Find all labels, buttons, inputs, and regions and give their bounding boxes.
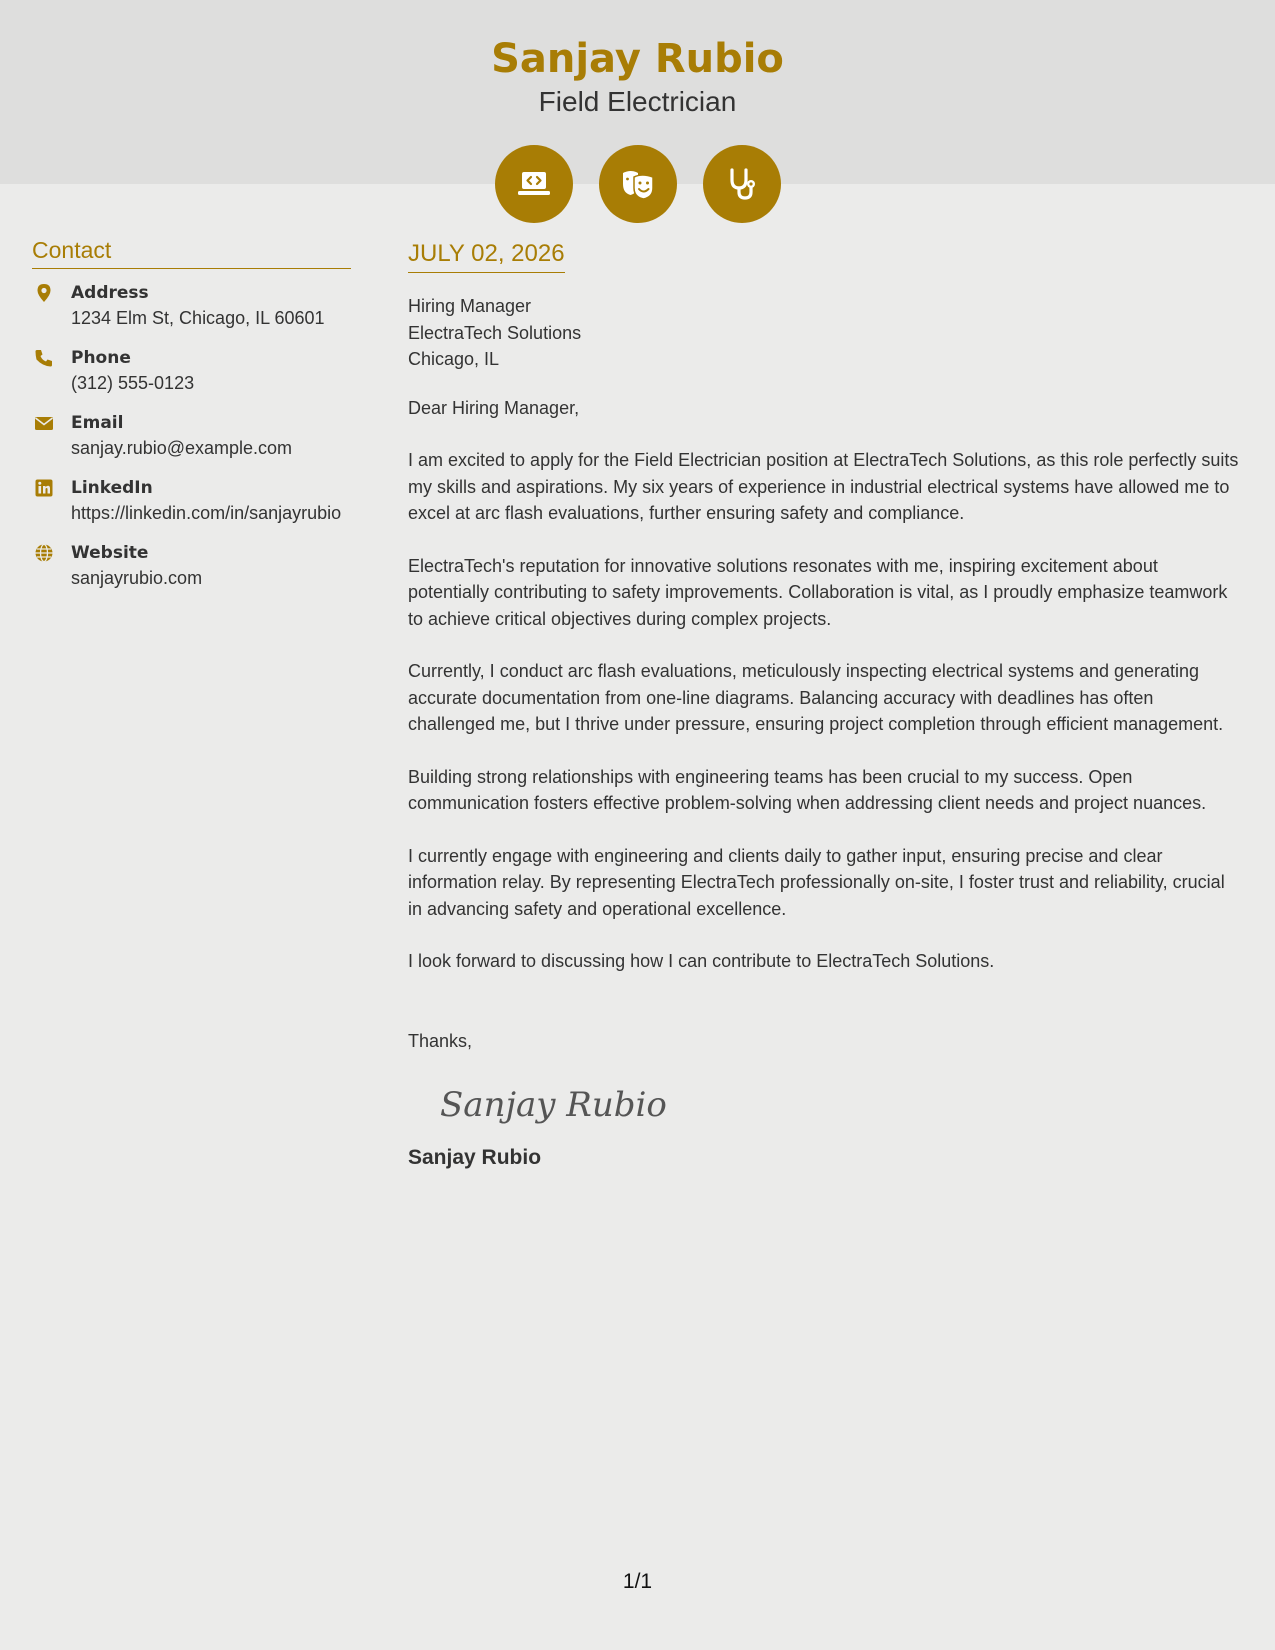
phone-icon: [34, 348, 54, 368]
contact-phone: [32, 346, 351, 396]
laptop-code-icon: [495, 145, 573, 223]
paragraph: I am excited to apply for the Field Electrician position at ElectraTech Solutions, as this role perfectly suits my skills and aspirations. My six years of experience in industrial electrical systems have allowed me to excel at arc flash evaluations, further ensuring safety and compliance.: [408, 450, 1239, 523]
theater-masks-icon: [599, 145, 677, 223]
globe-icon: [34, 543, 54, 563]
recipient-line: Hiring Manager: [408, 296, 532, 316]
contact-label: LinkedIn: [71, 478, 153, 498]
paragraph: I currently engage with engineering and clients daily to gather input, ensuring precise and clear information relay. By representing ElectraTech professionally on-site, I foster trust and reliability, crucial in advancing safety and operational excellence.: [408, 845, 1225, 919]
contact-address: [32, 281, 351, 331]
contact-linkedin: [32, 476, 351, 526]
recipient-line: Chicago, IL: [408, 349, 500, 369]
recipient-line: ElectraTech Solutions: [408, 322, 582, 343]
letter-date: JULY 02, 2026: [408, 240, 565, 273]
contact-label: Phone: [71, 348, 131, 368]
map-marker-icon: [34, 283, 54, 303]
contact-heading: Contact: [32, 237, 351, 269]
closing: Thanks,: [408, 1030, 473, 1051]
contact-website: [32, 541, 351, 591]
contact-value: 1234 Elm St, Chicago, IL 60601: [71, 308, 325, 328]
salutation: Dear Hiring Manager,: [408, 397, 580, 418]
contact-value: https://linkedin.com/in/sanjayrubio: [71, 503, 342, 523]
contact-value: (312) 555-0123: [71, 373, 195, 393]
letter-body: [408, 240, 1240, 1170]
contact-value: sanjay.rubio@example.com: [71, 438, 293, 458]
paragraph: ElectraTech's reputation for innovative solutions resonates with me, inspiring excitement about potentially contributing to safety improvements. Collaboration is vital, as I proudly emphasize teamwork to achieve critical objectives during complex projects.: [408, 555, 1228, 629]
recipient-block: [408, 293, 1240, 373]
handwritten-signature: [436, 1072, 696, 1136]
page-number: 1/1: [622, 1570, 653, 1593]
paragraph: I look forward to discussing how I can contribute to ElectraTech Solutions.: [408, 951, 995, 971]
signature-text: Sanjay Rubio: [440, 1085, 667, 1125]
envelope-icon: [34, 413, 54, 433]
stethoscope-icon: [703, 145, 781, 223]
paragraph: Building strong relationships with engineering teams has been crucial to my success. Open communication fosters effective problem-solving when addressing client needs and project nuances.: [408, 766, 1207, 813]
contact-label: Address: [71, 283, 149, 303]
contact-label: Website: [71, 543, 149, 563]
linkedin-icon: [34, 478, 54, 498]
contact-sidebar: [32, 237, 351, 606]
contact-label: Email: [71, 413, 124, 433]
paragraph: Currently, I conduct arc flash evaluations, meticulously inspecting electrical systems and generating accurate documentation from one-line diagrams. Balancing accuracy with deadlines has often challenged me, but I thrive under pressure, ensuring project completion through efficient management.: [408, 661, 1224, 734]
job-title: Field Electrician: [538, 86, 737, 117]
header-icon-row: [0, 145, 1275, 223]
signer-name: Sanjay Rubio: [408, 1146, 542, 1169]
contact-value: sanjayrubio.com: [71, 568, 203, 588]
contact-email: [32, 411, 351, 461]
applicant-name: Sanjay Rubio: [491, 36, 784, 82]
